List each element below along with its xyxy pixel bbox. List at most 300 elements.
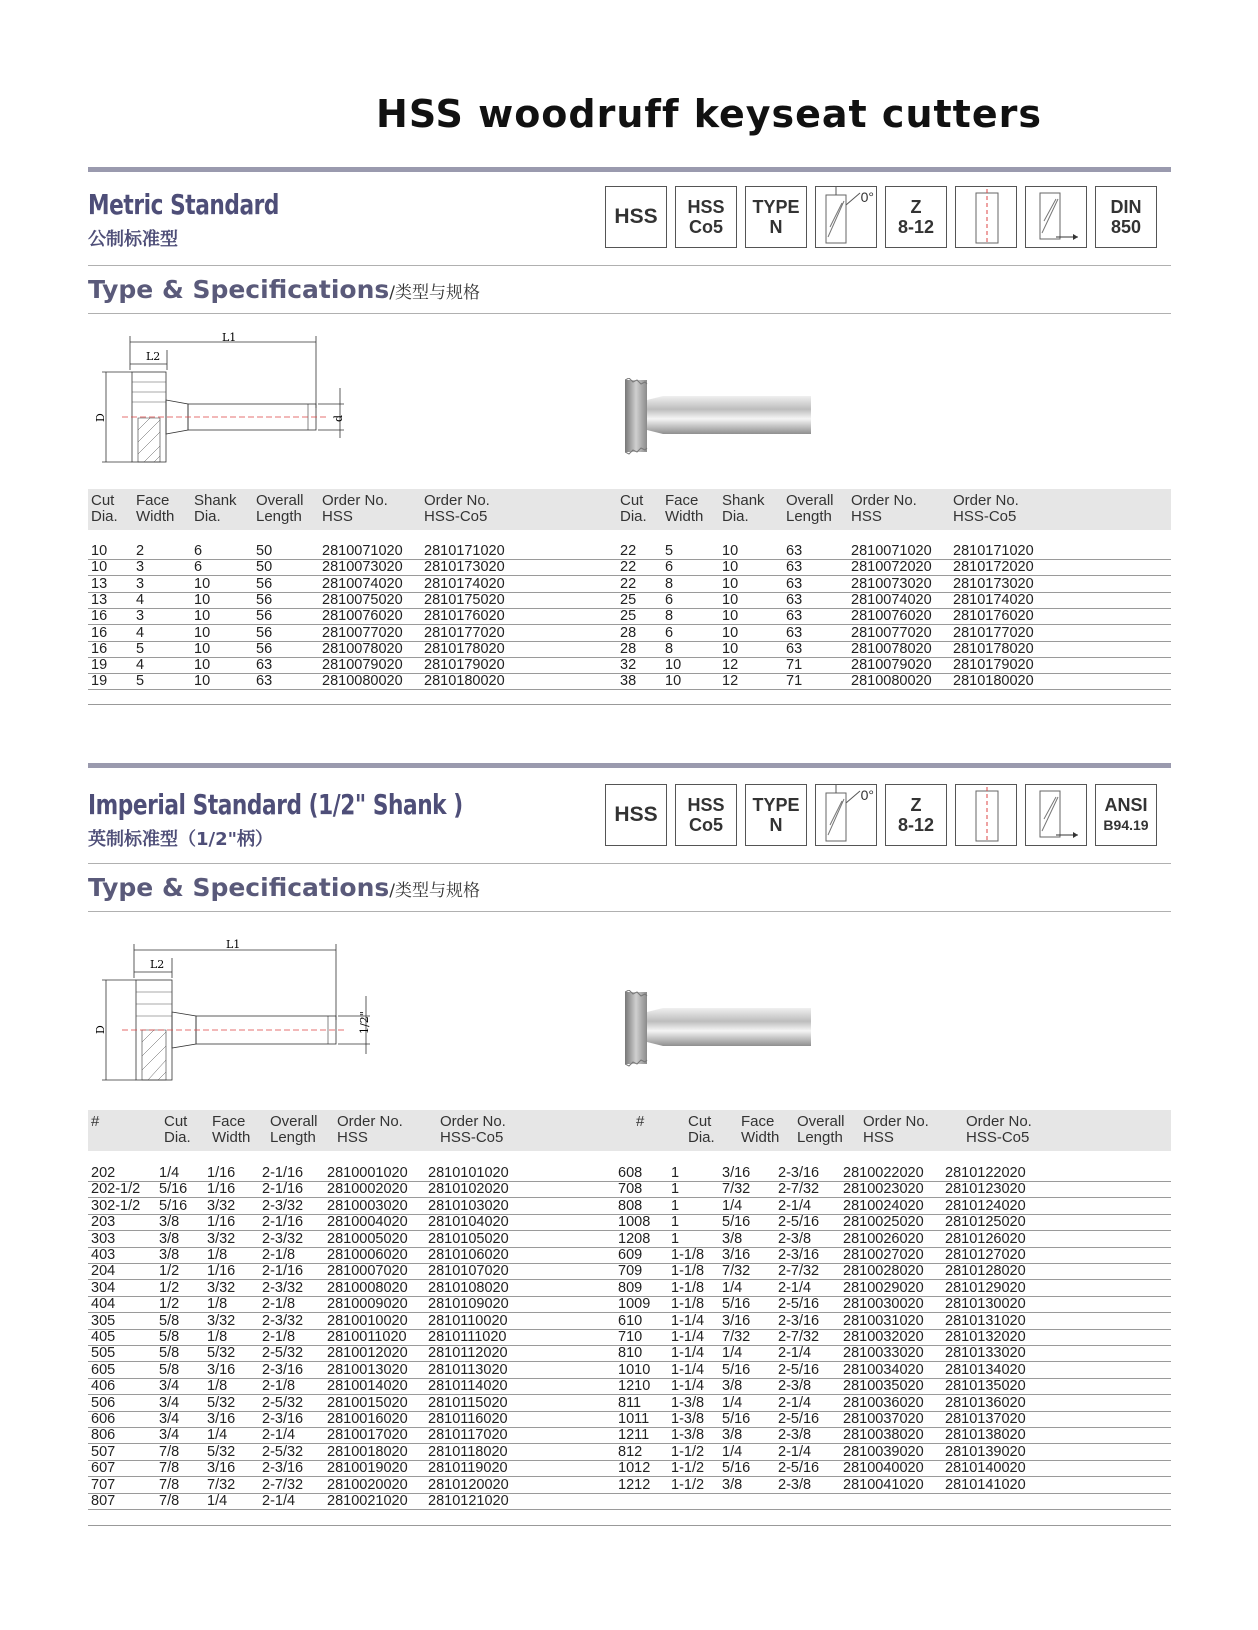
table-cell: 5 [136, 640, 145, 657]
table-cell: 3/16 [207, 1411, 236, 1427]
table-cell: 56 [256, 640, 273, 657]
table-cell: 2-3/16 [778, 1312, 820, 1329]
table-cell: 16 [91, 608, 108, 625]
table-cell: 7/32 [207, 1476, 236, 1493]
table-cell: 609 [618, 1247, 643, 1263]
col-header: Order No. HSS-Co5 [953, 492, 1019, 525]
table-cell: 1/2 [159, 1263, 180, 1280]
table-cell: 4 [136, 657, 145, 674]
badge-straight-shank [955, 186, 1017, 248]
table-row [88, 1214, 1171, 1231]
table-cell: 1/2 [159, 1279, 180, 1296]
table-cell: 1-1/8 [671, 1263, 705, 1280]
straight-shank-icon [956, 187, 1016, 247]
table-cell: 2-1/8 [262, 1378, 296, 1395]
table-cell: 2810013020 [327, 1361, 408, 1378]
table-cell: 1/4 [722, 1279, 743, 1296]
table-cell: 2810178020 [953, 640, 1034, 657]
table-cell: 8 [665, 575, 674, 592]
table-cell: 1010 [618, 1361, 651, 1378]
col-header: Face Width [741, 1113, 780, 1146]
table-row [88, 1296, 1171, 1313]
table-cell: 2810121020 [428, 1493, 509, 1509]
table-cell: 2810177020 [424, 624, 505, 641]
table-cell: 2810028020 [843, 1263, 924, 1280]
table-bottom-rule [88, 704, 1171, 705]
table-cell: 1 [671, 1181, 680, 1198]
col-header: Order No. HSS-Co5 [440, 1113, 506, 1146]
table-cell: 2-3/8 [778, 1476, 812, 1493]
table-cell: 708 [618, 1181, 643, 1198]
table-cell: 25 [620, 591, 637, 608]
table-cell: 2-5/16 [778, 1361, 820, 1378]
table-cell: 3/8 [722, 1230, 743, 1247]
table-cell: 2810018020 [327, 1443, 408, 1460]
badge-hss-co5: HSS Co5 [675, 186, 737, 248]
table-cell: 5/8 [159, 1329, 180, 1345]
table-cell: 1210 [618, 1378, 651, 1395]
table-row [88, 641, 1171, 658]
table-cell: 71 [786, 657, 803, 674]
table-cell: 2810038020 [843, 1427, 924, 1444]
table-cell: 1-1/4 [671, 1312, 705, 1329]
table-cell: 2-3/32 [262, 1312, 304, 1329]
table-cell: 2810113020 [428, 1361, 508, 1378]
table-cell: 2 [136, 543, 145, 559]
table-cell: 2810075020 [322, 591, 403, 608]
table-cell: 403 [91, 1247, 116, 1263]
table-cell: 1/4 [722, 1345, 743, 1362]
table-cell: 10 [722, 591, 739, 608]
table-cell: 202-1/2 [91, 1181, 141, 1198]
badge-teeth-count: Z 8-12 [885, 784, 947, 846]
col-header: Order No. HSS [851, 492, 917, 525]
table-cell: 809 [618, 1279, 643, 1296]
imperial-table-header [88, 1110, 1171, 1151]
cutting-direction-icon [1026, 187, 1086, 247]
table-cell: 1 [671, 1197, 680, 1214]
table-row [88, 1181, 1171, 1198]
table-cell: 2-7/32 [778, 1263, 820, 1280]
badge-hss: HSS [605, 186, 667, 248]
table-cell: 3/4 [159, 1394, 180, 1411]
table-cell: 2-3/32 [262, 1197, 304, 1214]
table-cell: 10 [194, 657, 211, 674]
table-cell: 1/4 [722, 1443, 743, 1460]
badge-standard: ANSI B94.19 [1095, 784, 1157, 846]
table-cell: 3/32 [207, 1230, 236, 1247]
table-cell: 2-5/16 [778, 1460, 820, 1477]
table-cell: 63 [256, 657, 273, 674]
table-cell: 2810133020 [945, 1345, 1026, 1362]
table-cell: 2810080020 [851, 673, 932, 690]
table-cell: 1012 [618, 1460, 651, 1477]
table-cell: 5/16 [159, 1181, 188, 1198]
table-cell: 5/16 [722, 1214, 751, 1231]
table-row [88, 608, 1171, 625]
table-cell: 2810012020 [327, 1345, 408, 1362]
table-cell: 3/4 [159, 1427, 180, 1444]
table-cell: 1-1/8 [671, 1296, 705, 1313]
table-cell: 28 [620, 640, 637, 657]
imperial-technical-drawing [92, 930, 392, 1090]
table-cell: 2810106020 [428, 1247, 509, 1263]
table-cell: 810 [618, 1345, 643, 1362]
table-cell: 2-1/16 [262, 1165, 304, 1181]
table-cell: 63 [786, 640, 803, 657]
table-cell: 2-5/16 [778, 1411, 820, 1427]
table-cell: 6 [665, 559, 674, 576]
table-row [88, 673, 1171, 690]
table-cell: 405 [91, 1329, 116, 1345]
table-cell: 3/32 [207, 1312, 236, 1329]
imperial-feature-badges [605, 784, 1157, 846]
dim-shank-d: 1/2" [358, 1011, 371, 1034]
table-cell: 1212 [618, 1476, 651, 1493]
table-cell: 2810135020 [945, 1378, 1026, 1395]
table-cell: 1-1/2 [671, 1443, 705, 1460]
table-cell: 2810017020 [327, 1427, 408, 1444]
badge-hss-co5: HSS Co5 [675, 784, 737, 846]
table-cell: 10 [194, 608, 211, 625]
table-cell: 2810040020 [843, 1460, 924, 1477]
table-cell: 1/8 [207, 1378, 228, 1395]
table-cell: 2810136020 [945, 1394, 1026, 1411]
table-cell: 5/8 [159, 1361, 180, 1378]
table-cell: 5/32 [207, 1443, 236, 1460]
metric-section-title: Metric Standard [88, 188, 279, 221]
table-cell: 7/8 [159, 1460, 180, 1477]
table-cell: 2810126020 [945, 1230, 1026, 1247]
table-cell: 3/16 [722, 1312, 751, 1329]
table-cell: 2810073020 [322, 559, 403, 576]
table-cell: 10 [722, 575, 739, 592]
table-cell: 1/4 [207, 1427, 228, 1444]
angle-label: 0° [860, 787, 874, 803]
table-bottom-rule [88, 1525, 1171, 1526]
table-cell: 63 [786, 591, 803, 608]
table-cell: 2-5/32 [262, 1394, 304, 1411]
table-cell: 404 [91, 1296, 116, 1313]
table-cell: 2-3/16 [778, 1247, 820, 1263]
dim-l1: L1 [222, 331, 237, 344]
table-cell: 2810022020 [843, 1165, 924, 1181]
metric-technical-drawing [92, 330, 372, 480]
table-cell: 10 [722, 608, 739, 625]
table-cell: 10 [194, 673, 211, 690]
table-cell: 7/32 [722, 1263, 751, 1280]
spec-heading-en: Type & Specifications [88, 873, 390, 902]
table-cell: 5 [665, 543, 674, 559]
table-cell: 2810175020 [424, 591, 505, 608]
table-cell: 2810138020 [945, 1427, 1026, 1444]
table-cell: 2810132020 [945, 1329, 1026, 1345]
table-cell: 2810109020 [428, 1296, 509, 1313]
col-header: Order No. HSS [337, 1113, 403, 1146]
table-row [88, 559, 1171, 576]
table-cell: 2-5/16 [778, 1214, 820, 1231]
table-cell: 2810173020 [953, 575, 1034, 592]
table-cell: 63 [786, 624, 803, 641]
table-cell: 2810037020 [843, 1411, 924, 1427]
table-row [88, 1427, 1171, 1444]
metric-feature-badges [605, 186, 1157, 248]
table-cell: 2810024020 [843, 1197, 924, 1214]
table-cell: 2-7/32 [262, 1476, 304, 1493]
table-cell: 2810010020 [327, 1312, 408, 1329]
table-cell: 5/16 [159, 1197, 188, 1214]
table-cell: 2810011020 [327, 1329, 407, 1345]
table-cell: 5/32 [207, 1394, 236, 1411]
table-cell: 2810180020 [424, 673, 505, 690]
table-cell: 1211 [618, 1427, 650, 1444]
table-cell: 302-1/2 [91, 1197, 141, 1214]
badge-cutting-direction [1025, 784, 1087, 846]
table-cell: 204 [91, 1263, 116, 1280]
table-cell: 5/16 [722, 1411, 751, 1427]
table-cell: 2810127020 [945, 1247, 1026, 1263]
table-cell: 71 [786, 673, 803, 690]
col-header: Shank Dia. [722, 492, 765, 525]
table-cell: 2810108020 [428, 1279, 509, 1296]
table-cell: 2810001020 [327, 1165, 408, 1181]
table-cell: 505 [91, 1345, 116, 1362]
table-cell: 608 [618, 1165, 643, 1181]
table-cell: 2810125020 [945, 1214, 1026, 1231]
table-cell: 2810002020 [327, 1181, 408, 1198]
table-cell: 2810016020 [327, 1411, 408, 1427]
table-cell: 56 [256, 608, 273, 625]
table-cell: 2810141020 [945, 1476, 1026, 1493]
table-row [88, 1345, 1171, 1362]
table-cell: 812 [618, 1443, 643, 1460]
straight-shank-icon [956, 785, 1016, 845]
table-cell: 2810007020 [327, 1263, 408, 1280]
table-cell: 2810026020 [843, 1230, 924, 1247]
table-cell: 2-3/32 [262, 1230, 304, 1247]
table-cell: 2-3/16 [778, 1165, 820, 1181]
col-header: Cut Dia. [620, 492, 647, 525]
imperial-section-title: Imperial Standard (1/2" Shank ) [88, 788, 463, 821]
col-header: Overall Length [270, 1113, 318, 1146]
table-cell: 3/4 [159, 1378, 180, 1395]
table-cell: 2810076020 [322, 608, 403, 625]
table-cell: 2810177020 [953, 624, 1034, 641]
table-cell: 2810112020 [428, 1345, 508, 1362]
table-cell: 2810077020 [322, 624, 403, 641]
table-cell: 2810027020 [843, 1247, 924, 1263]
table-cell: 19 [91, 657, 108, 674]
table-cell: 2-1/16 [262, 1263, 304, 1280]
table-cell: 203 [91, 1214, 116, 1231]
table-cell: 1-1/8 [671, 1279, 705, 1296]
table-cell: 1-3/8 [671, 1427, 705, 1444]
table-cell: 2810172020 [953, 559, 1034, 576]
table-cell: 3 [136, 608, 145, 625]
table-row [88, 576, 1171, 593]
table-cell: 2810131020 [945, 1312, 1026, 1329]
table-row [88, 657, 1171, 674]
table-cell: 2810111020 [428, 1329, 507, 1345]
table-cell: 2-7/32 [778, 1181, 820, 1198]
table-cell: 2-1/8 [262, 1329, 296, 1345]
table-cell: 2-5/16 [778, 1296, 820, 1313]
table-cell: 2810033020 [843, 1345, 924, 1362]
table-cell: 6 [194, 543, 203, 559]
table-cell: 3/32 [207, 1197, 236, 1214]
table-cell: 2-5/32 [262, 1345, 304, 1362]
table-cell: 2810179020 [953, 657, 1034, 674]
badge-standard: DIN 850 [1095, 186, 1157, 248]
table-cell: 1/4 [722, 1197, 743, 1214]
table-cell: 10 [665, 673, 682, 690]
table-cell: 1-3/8 [671, 1411, 705, 1427]
table-cell: 6 [665, 624, 674, 641]
table-cell: 22 [620, 575, 637, 592]
col-header: Face Width [136, 492, 175, 525]
table-cell: 3/16 [207, 1361, 236, 1378]
table-cell: 303 [91, 1230, 116, 1247]
table-cell: 10 [194, 640, 211, 657]
table-row [88, 625, 1171, 642]
table-cell: 2810074020 [322, 575, 403, 592]
table-cell: 12 [722, 657, 739, 674]
spec-heading-en: Type & Specifications [88, 275, 390, 304]
angle-label: 0° [860, 189, 874, 205]
table-cell: 2-1/8 [262, 1296, 296, 1313]
table-cell: 2-5/32 [262, 1443, 304, 1460]
table-cell: 2810124020 [945, 1197, 1026, 1214]
table-cell: 1/16 [207, 1165, 236, 1181]
table-cell: 5/16 [722, 1361, 751, 1378]
table-cell: 2810032020 [843, 1329, 924, 1345]
table-cell: 5 [136, 673, 145, 690]
table-cell: 2-1/16 [262, 1181, 304, 1198]
table-cell: 2810074020 [851, 591, 932, 608]
dim-l1: L1 [226, 938, 241, 951]
table-cell: 3/32 [207, 1279, 236, 1296]
table-cell: 2810030020 [843, 1296, 924, 1313]
table-cell: 1/4 [159, 1165, 180, 1181]
col-header: Order No. HSS-Co5 [966, 1113, 1032, 1146]
table-cell: 2810029020 [843, 1279, 924, 1296]
table-cell: 2810077020 [851, 624, 932, 641]
table-cell: 2810039020 [843, 1443, 924, 1460]
table-cell: 2810023020 [843, 1181, 924, 1198]
table-row [88, 1493, 1171, 1510]
table-cell: 2810140020 [945, 1460, 1026, 1477]
badge-type-n: TYPE N [745, 186, 807, 248]
table-row [88, 1477, 1171, 1494]
table-cell: 7/8 [159, 1493, 180, 1509]
col-header: Order No. HSS [322, 492, 388, 525]
table-cell: 1-1/8 [671, 1247, 705, 1263]
table-cell: 2810174020 [424, 575, 505, 592]
table-cell: 1/16 [207, 1214, 236, 1231]
table-cell: 606 [91, 1411, 116, 1427]
table-cell: 605 [91, 1361, 116, 1378]
col-header: Face Width [665, 492, 704, 525]
table-cell: 1-1/2 [671, 1460, 705, 1477]
dim-d: D [94, 1025, 107, 1034]
col-header: # [636, 1113, 645, 1130]
table-cell: 25 [620, 608, 637, 625]
col-header: Shank Dia. [194, 492, 237, 525]
table-cell: 16 [91, 624, 108, 641]
table-cell: 2-1/16 [262, 1214, 304, 1231]
table-cell: 2810014020 [327, 1378, 408, 1395]
table-cell: 2810079020 [322, 657, 403, 674]
badge-hss: HSS [605, 784, 667, 846]
table-cell: 2810076020 [851, 608, 932, 625]
table-cell: 811 [618, 1394, 642, 1411]
table-cell: 2810072020 [851, 559, 932, 576]
table-cell: 3 [136, 575, 145, 592]
table-cell: 1/8 [207, 1296, 228, 1313]
table-cell: 305 [91, 1312, 116, 1329]
table-cell: 1-1/4 [671, 1345, 705, 1362]
table-cell: 709 [618, 1263, 643, 1280]
imperial-cutter-photo [625, 990, 815, 1070]
table-row [88, 1231, 1171, 1248]
metric-cutter-photo [625, 378, 815, 458]
table-cell: 63 [786, 575, 803, 592]
table-cell: 2-1/4 [778, 1197, 812, 1214]
metric-section-title-cn: 公制标准型 [88, 229, 178, 250]
table-cell: 7/32 [722, 1181, 751, 1198]
table-cell: 50 [256, 543, 273, 559]
table-cell: 2810003020 [327, 1197, 408, 1214]
dim-l2: L2 [146, 350, 161, 363]
table-cell: 507 [91, 1443, 116, 1460]
table-cell: 56 [256, 624, 273, 641]
table-row [88, 1460, 1171, 1477]
table-cell: 2810116020 [428, 1411, 508, 1427]
table-cell: 2810035020 [843, 1378, 924, 1395]
table-cell: 2810071020 [322, 543, 403, 559]
table-row [88, 1313, 1171, 1330]
table-cell: 10 [91, 543, 108, 559]
col-header: Overall Length [786, 492, 834, 525]
table-cell: 2-1/4 [262, 1427, 296, 1444]
col-header: Overall Length [256, 492, 304, 525]
table-cell: 506 [91, 1394, 116, 1411]
table-cell: 2810134020 [945, 1361, 1026, 1378]
table-cell: 2810129020 [945, 1279, 1026, 1296]
badge-cutting-direction [1025, 186, 1087, 248]
table-cell: 10 [722, 543, 739, 559]
col-header: Cut Dia. [91, 492, 118, 525]
table-cell: 28 [620, 624, 637, 641]
table-cell: 2810118020 [428, 1443, 508, 1460]
table-cell: 2810071020 [851, 543, 932, 559]
table-cell: 406 [91, 1378, 116, 1395]
col-header: # [91, 1113, 100, 1130]
imperial-section-title-cn: 英制标准型（1/2"柄） [88, 829, 274, 850]
table-cell: 3/16 [722, 1247, 751, 1263]
table-cell: 610 [618, 1312, 643, 1329]
table-cell: 2810115020 [428, 1394, 508, 1411]
table-cell: 8 [665, 608, 674, 625]
table-row [88, 1444, 1171, 1461]
table-cell: 2-1/4 [262, 1493, 296, 1509]
table-cell: 10 [91, 559, 108, 576]
col-header: Order No. HSS-Co5 [424, 492, 490, 525]
table-cell: 2-1/4 [778, 1394, 812, 1411]
table-cell: 63 [786, 543, 803, 559]
table-cell: 2810176020 [953, 608, 1034, 625]
table-cell: 5/8 [159, 1345, 180, 1362]
